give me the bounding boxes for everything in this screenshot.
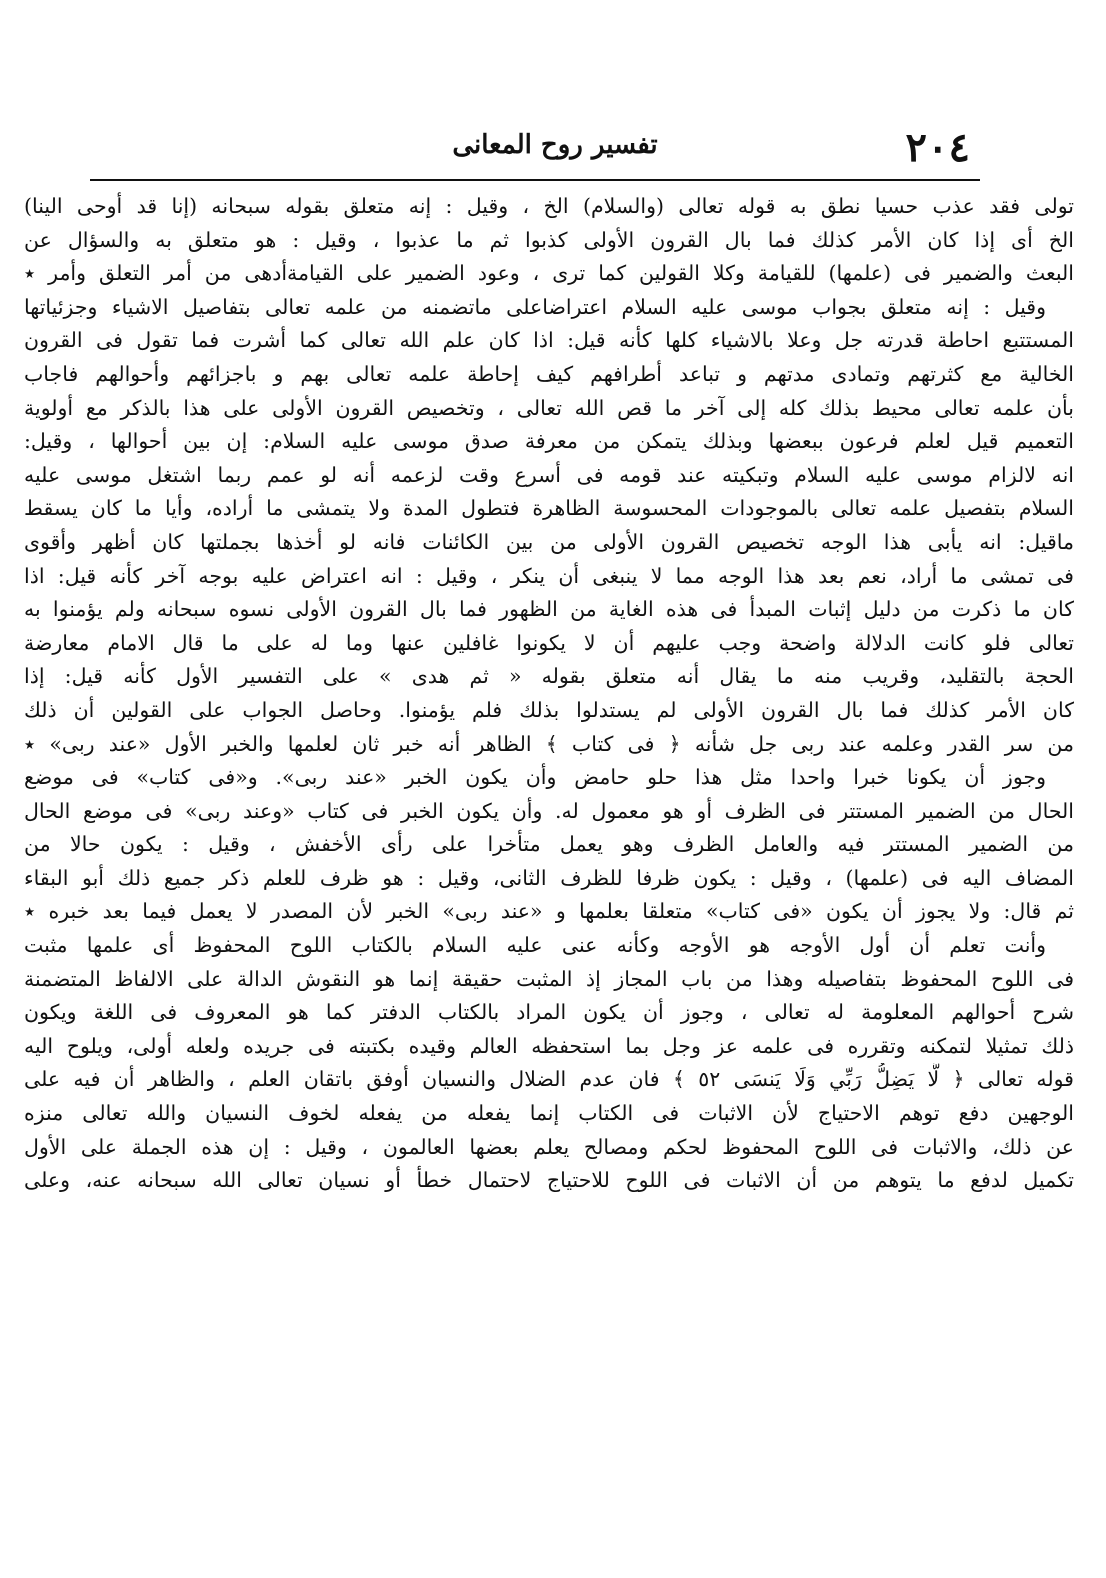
text-line: ماقيل: انه يأبى هذا الوجه تخصيص القرون الأولى من بين الكائنات فانه لو أخذها بجملتها كان أظهر وأقوى: [24, 529, 1074, 554]
text-line: الحال من الضمير المستتر فى الظرف أو هو معمول له. وأن يكون الخبر فى كتاب «وعند ربى» فى موضع الحال: [24, 798, 1074, 823]
text-line: ثم قال: ولا يجوز أن يكون «فى كتاب» متعلقا بعلمها و «عند ربى» الخبر لأن المصدر لا يعمل فيما بعد خبره ٭: [24, 899, 1074, 924]
header-divider: [90, 179, 980, 181]
text-line: كان الأمر كذلك فما بال القرون الأولى لم يستدلوا بذلك فلم يؤمنوا. وحاصل الجواب على القولين أن ذلك: [24, 697, 1074, 722]
text-line: السلام بتفصيل علمه تعالى بالموجودات المحسوسة الظاهرة فتطول المدة ولا يتمشى ما أراده، وأيا ما كان يسقط: [24, 496, 1074, 521]
text-line: الخ أى إذا كان الأمر كذلك فما بال القرون الأولى كذبوا ثم ما عذبوا ، وقيل : هو متعلق به والسؤال عن: [24, 227, 1074, 252]
text-line: بأن علمه تعالى محيط بذلك كله إلى آخر ما قص الله تعالى ، وتخصيص القرون الأولى على هذا بالذكر مع أولوية: [24, 395, 1074, 420]
text-line: الوجهين دفع توهم الاحتياج لأن الاثبات فى الكتاب إنما يفعله من يفعله لخوف النسيان والله تعالى منزه: [24, 1101, 1074, 1126]
text-line: ذلك تمثيلا لتمكنه وتقرره فى علمه عز وجل بما استحفظه العالم وقيده بكتبته فى جريده ولعله أولى، ويلوح اليه: [24, 1033, 1074, 1058]
text-line: تولى فقد عذب حسيا نطق به قوله تعالى (والسلام) الخ ، وقيل : إنه متعلق بقوله سبحانه (إنا قد أوحى الينا): [24, 194, 1074, 218]
text-line: فى تمشى ما أراد، نعم بعد هذا الوجه مما لا ينبغى أن ينكر ، وقيل : انه اعتراض عليه بوجه آخر كأنه قيل: اذا: [24, 563, 1074, 588]
text-line: المضاف اليه فى (علمها) ، وقيل : يكون ظرفا للظرف الثانى، وقيل : هو ظرف للعلم ذكر جميع ذلك أبو البقاء: [24, 865, 1074, 890]
text-line: البعث والضمير فى (علمها) للقيامة وكلا القولين كما ترى ، وعود الضمير على القيامةأدهى من أمر التعلق وأمر ٭: [24, 261, 1074, 286]
page-header: [140, 118, 970, 178]
text-line: قوله تعالى ﴿ لَّا يَضِلُّ رَبِّي وَلَا يَنسَى ٥٢ ﴾ فان عدم الضلال والنسيان أوفق باتقان العلم ، والظاهر أن فيه على: [24, 1067, 1074, 1092]
text-line: الحجة بالتقليد، وقريب منه ما يقال أنه متعلق بقوله « ثم هدى » على التفسير الأول كأنه قيل: إذا: [24, 664, 1074, 689]
body-text: [24, 190, 1074, 1560]
text-line: وجوز أن يكونا خبرا واحدا مثل هذا حلو حامض وأن يكون الخبر «عند ربى». و«فى كتاب» فى موضع: [24, 765, 1046, 790]
text-line: من الضمير المستتر فيه والعامل الظرف وهو يعمل متأخرا على رأى الأخفش ، وقيل : يكون حالا من: [24, 832, 1074, 857]
text-line: فى اللوح المحفوظ بتفاصيله وهذا من باب المجاز إذ المثبت حقيقة إنما هو النقوش الدالة على الالفاظ المتضمنة: [24, 966, 1074, 991]
text-line: تكميل لدفع ما يتوهم من أن الاثبات فى اللوح للاحتياج لاحتمال خطأ أو نسيان تعالى الله سبحانه عنه، وعلى: [24, 1168, 1074, 1193]
text-line: التعميم قيل لعلم فرعون ببعضها وبذلك يتمكن من معرفة صدق موسى عليه السلام: إن بين أحوالها ، وقيل:: [24, 429, 1074, 454]
text-line: عن ذلك، والاثبات فى اللوح المحفوظ لحكم ومصالح يعلم بعضها العالمون ، وقيل : إن هذه الجملة على الأول: [24, 1134, 1074, 1159]
text-line: وأنت تعلم أن أول الأوجه هو الأوجه وكأنه عنى عليه السلام بالكتاب اللوح المحفوظ أى علمها مثبت: [24, 933, 1046, 958]
text-line: من سر القدر وعلمه عند ربى جل شأنه ﴿ فى كتاب ﴾ الظاهر أنه خبر ثان لعلمها والخبر الأول «عند ربى» ٭: [24, 731, 1074, 756]
running-title: تفسير روح المعانى: [452, 130, 658, 160]
text-line: شرح أحوالهم المعلومة له تعالى ، وجوز أن يكون المراد بالكتاب الدفتر كما هو المعروف فى اللغة ويكون: [24, 1000, 1074, 1025]
page-number: ٢٠٤: [905, 124, 970, 171]
text-line: الخالية مع كثرتهم وتمادى مدتهم و تباعد أطرافهم كيف إحاطة علمه تعالى بهم و باجزائهم وأحوالهم فاجاب: [24, 361, 1074, 386]
text-line: انه لالزام موسى عليه السلام وتبكيته عند قومه فى أسرع وقت لزعمه أنه لو عمم ربما اشتغل موسى عليه: [24, 462, 1074, 487]
text-line: تعالى فلو كانت الدلالة واضحة وجب عليهم أن لا يكونوا غافلين عنها وما له على ما قال الامام معارضة: [24, 630, 1074, 655]
text-line: وقيل : إنه متعلق بجواب موسى عليه السلام اعتراضاعلى ماتضمنه من علمه تعالى بتفاصيل الاشياء وجزئياتها: [24, 294, 1046, 319]
text-line: كان ما ذكرت من دليل إثبات المبدأ فى هذه الغاية من الظهور فما بال القرون الأولى نسوه سبحانه ولم يؤمنوا به: [24, 597, 1074, 622]
text-line: المستتبع احاطة قدرته جل وعلا بالاشياء كلها كأنه قيل: اذا كان علم الله تعالى كما أشرت فما تقول فى القرون: [24, 328, 1074, 353]
